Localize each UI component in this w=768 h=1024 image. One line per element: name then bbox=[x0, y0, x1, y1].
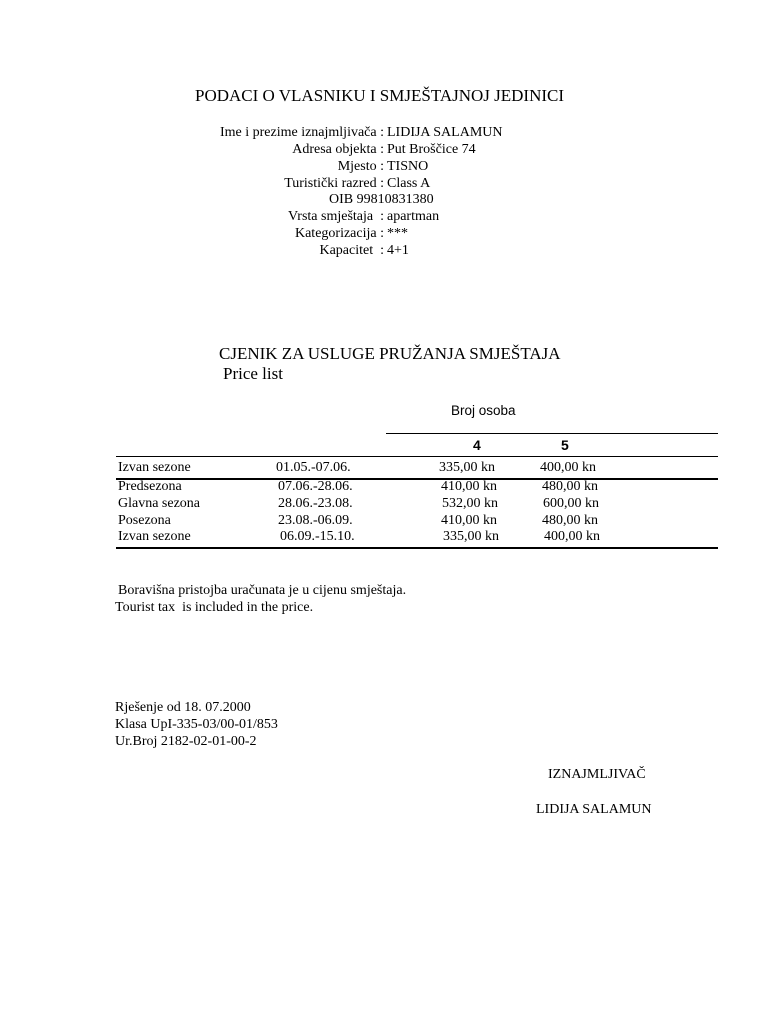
row-period: 07.06.-28.06. bbox=[278, 479, 353, 494]
field-value-accommodation-type: apartman bbox=[387, 209, 440, 224]
row-period: 23.08.-06.09. bbox=[278, 513, 353, 528]
row-price-4: 410,00 kn bbox=[441, 479, 497, 494]
table-header-rule bbox=[116, 478, 718, 480]
signature-name: LIDIJA SALAMUN bbox=[536, 802, 652, 817]
persons-header: Broj osoba bbox=[451, 403, 516, 418]
row-period: 06.09.-15.10. bbox=[280, 529, 355, 544]
owner-section-title: PODACI O VLASNIKU I SMJEŠTAJNOJ JEDINICI bbox=[195, 86, 565, 105]
row-season: Izvan sezone bbox=[118, 460, 191, 475]
row-season: Glavna sezona bbox=[118, 496, 201, 511]
row-period: 01.05.-07.06. bbox=[276, 460, 351, 475]
row-season: Izvan sezone bbox=[118, 529, 191, 544]
row-price-5: 600,00 kn bbox=[543, 496, 599, 511]
field-value-address: Put Broščice 74 bbox=[387, 142, 476, 157]
tourist-tax-note-hr: Boravišna pristojba uračunata je u cijenu smještaja. bbox=[118, 583, 407, 598]
table-bottom-rule bbox=[116, 547, 718, 549]
row-price-5: 480,00 kn bbox=[542, 479, 598, 494]
row-price-5: 400,00 kn bbox=[544, 529, 600, 544]
field-value-owner-name: LIDIJA SALAMUN bbox=[387, 125, 503, 140]
decision-date: Rješenje od 18. 07.2000 bbox=[115, 700, 251, 715]
row-price-4: 335,00 kn bbox=[439, 460, 495, 475]
field-label-categorization: Kategorizacija : bbox=[294, 226, 384, 241]
field-label-accommodation-type: Vrsta smještaja : bbox=[288, 209, 384, 224]
row-price-5: 400,00 kn bbox=[540, 460, 596, 475]
column-header-4-persons: 4 bbox=[473, 437, 481, 453]
row-period: 28.06.-23.08. bbox=[278, 496, 353, 511]
field-value-oib: OIB 99810831380 bbox=[329, 192, 434, 207]
persons-header-rule bbox=[386, 433, 718, 434]
tourist-tax-note-en: Tourist tax is included in the price. bbox=[115, 600, 314, 615]
field-label-tourist-class: Turistički razred : bbox=[284, 176, 384, 191]
price-list-title: CJENIK ZA USLUGE PRUŽANJA SMJEŠTAJA bbox=[219, 344, 561, 363]
row-price-5: 480,00 kn bbox=[542, 513, 598, 528]
decision-reference-number: Ur.Broj 2182-02-01-00-2 bbox=[115, 734, 257, 749]
table-top-rule bbox=[116, 456, 718, 457]
column-header-5-persons: 5 bbox=[561, 437, 569, 453]
field-label-address: Adresa objekta : bbox=[292, 142, 384, 157]
row-season: Posezona bbox=[118, 513, 171, 528]
field-value-place: TISNO bbox=[387, 159, 429, 174]
price-list-subtitle: Price list bbox=[223, 364, 283, 383]
field-value-capacity: 4+1 bbox=[387, 243, 409, 258]
decision-class: Klasa UpI-335-03/00-01/853 bbox=[115, 717, 278, 732]
signature-role: IZNAJMLJIVAČ bbox=[548, 767, 646, 782]
field-value-tourist-class: Class A bbox=[387, 176, 431, 191]
row-price-4: 532,00 kn bbox=[442, 496, 498, 511]
field-label-place: Mjesto : bbox=[337, 159, 384, 174]
row-price-4: 335,00 kn bbox=[443, 529, 499, 544]
row-season: Predsezona bbox=[118, 479, 182, 494]
field-label-owner-name: Ime i prezime iznajmljivača : bbox=[219, 125, 384, 140]
field-value-categorization: *** bbox=[387, 226, 408, 241]
row-price-4: 410,00 kn bbox=[441, 513, 497, 528]
field-label-capacity: Kapacitet : bbox=[319, 243, 384, 258]
